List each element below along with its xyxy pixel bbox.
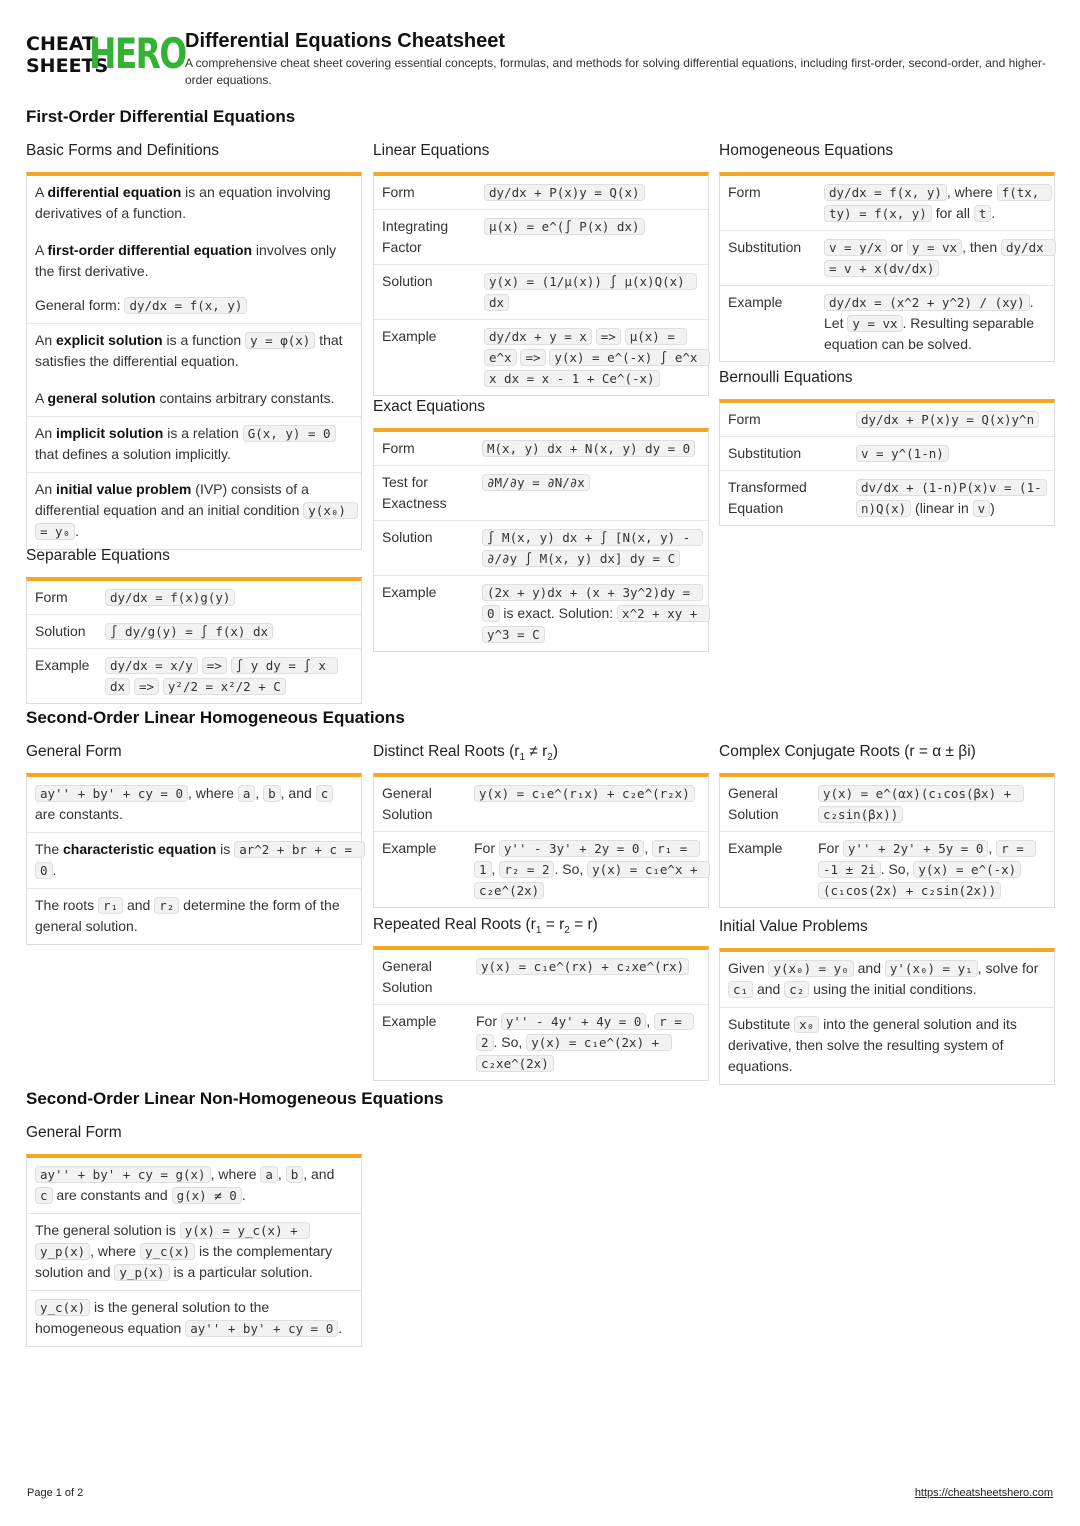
distinct-roots-card xyxy=(373,773,709,908)
list-item: The general solution is y(x) = y_c(x) + y_p(x) , where y_c(x) is the complementary solution and y_p(x) is a particular solution. xyxy=(27,1214,361,1291)
bernoulli-card xyxy=(719,399,1055,526)
separable-card xyxy=(26,577,362,704)
table-row: Example dy/dx = (x^2 + y^2) / (xy) . Let y = vx . Resulting separable equation can be solved. xyxy=(728,294,1035,352)
page-title: Differential Equations Cheatsheet xyxy=(185,30,506,52)
nonhom-general-form-heading: General Form xyxy=(26,1124,122,1141)
table-row: Form dy/dx = f(x, y) , where f(tx, ty) = f(x, y) for all t . xyxy=(720,176,1054,231)
linear-card xyxy=(373,172,709,396)
site-link[interactable]: https://cheatsheetshero.com xyxy=(914,1487,1053,1499)
list-item: The characteristic equation is ar^2 + br + c = 0 . xyxy=(27,833,361,889)
logo-cheat: CHEAT xyxy=(26,33,96,55)
general-form-heading: General Form xyxy=(26,743,122,760)
table-row: General Solution y(x) = e^(αx)(c₁cos(βx) + c₂sin(βx)) xyxy=(720,777,1054,832)
list-item: Given y(x₀) = y₀ and y'(x₀) = y₁ , solve for c₁ and c₂ using the initial conditions. xyxy=(720,952,1054,1008)
basic-forms-heading: Basic Forms and Definitions xyxy=(26,142,219,159)
exact-heading: Exact Equations xyxy=(373,398,486,415)
exact-card xyxy=(373,428,709,652)
repeated-roots-card xyxy=(373,946,709,1081)
list-item: An initial value problem (IVP) consists of a differential equation and an initial condition y(x₀) = y₀ . xyxy=(27,473,361,549)
section-first-order: First-Order Differential Equations xyxy=(26,107,296,126)
bernoulli-heading: Bernoulli Equations xyxy=(719,369,853,386)
list-item: An explicit solution is a function y = φ(x) that satisfies the differential equation. A general solution contains arbitrary constants. xyxy=(27,324,361,417)
page-header xyxy=(26,30,1056,90)
table-row: Integrating Factor μ(x) = e^(∫ P(x) dx) xyxy=(374,210,708,265)
linear-heading: Linear Equations xyxy=(373,142,490,159)
homogeneous-card xyxy=(719,172,1055,362)
logo-hero: HERO xyxy=(89,29,186,78)
page-number: Page 1 of 2 xyxy=(27,1487,84,1499)
logo-sheets: SHEETS xyxy=(26,55,109,77)
list-item: y_c(x) is the general solution to the homogeneous equation ay'' + by' + cy = 0 . xyxy=(35,1299,343,1336)
table-row: Example For y'' - 4y' + 4y = 0 , r = 2 . So, y(x) = c₁e^(2x) + c₂xe^(2x) xyxy=(374,1005,708,1080)
complex-roots-card xyxy=(719,773,1055,908)
table-row: Example dy/dx = x/y => ∫ y dy = ∫ x dx => y²/2 = x²/2 + C xyxy=(27,649,361,703)
page-description: A comprehensive cheat sheet covering essential concepts, formulas, and methods for solving differential equations, including first-order, second-order, and higher-order equations. xyxy=(185,56,1046,87)
table-row: Form M(x, y) dx + N(x, y) dy = 0 xyxy=(374,432,708,466)
complex-roots-heading: Complex Conjugate Roots (r = α ± βi) xyxy=(719,743,976,760)
general-form-card xyxy=(26,773,362,945)
list-item: ay'' + by' + cy = 0 , where a , b , and c are constants. xyxy=(27,777,361,833)
basic-forms-card xyxy=(26,172,362,550)
list-item: An implicit solution is a relation G(x, y) = 0 that defines a solution implicitly. xyxy=(27,417,361,473)
table-row: Form dy/dx = f(x)g(y) xyxy=(27,581,361,615)
table-row: General Solution y(x) = c₁e^(r₁x) + c₂e^(r₂x) xyxy=(374,777,708,832)
table-row: Example For y'' + 2y' + 5y = 0 , r = -1 ± 2i . So, y(x) = e^(-x)(c₁cos(2x) + c₂sin(2x)) xyxy=(720,832,1054,907)
list-item: A differential equation is an equation involving derivatives of a function. A first-order differential equation involves only the first derivative. General form: dy/dx = f(x, y) xyxy=(27,176,361,324)
ivp-heading: Initial Value Problems xyxy=(719,918,868,935)
section-second-order-nonhomogeneous: Second-Order Linear Non-Homogeneous Equations xyxy=(26,1089,444,1108)
table-row: Transformed Equation dv/dx + (1-n)P(x)v = (1-n)Q(x) (linear in v ) xyxy=(720,471,1054,525)
table-row: Form dy/dx + P(x)y = Q(x)y^n xyxy=(720,403,1054,437)
table-row: Substitution v = y^(1-n) xyxy=(720,437,1054,471)
homogeneous-heading: Homogeneous Equations xyxy=(719,142,894,159)
nonhom-general-form-card xyxy=(26,1154,362,1347)
cheatsheetshero-logo[interactable] xyxy=(26,29,186,78)
list-item: Substitute x₀ into the general solution and its derivative, then solve the resulting system of equations. xyxy=(728,1016,1017,1074)
table-row: Example (2x + y)dx + (x + 3y^2)dy = 0 is exact. Solution: x^2 + xy + y^3 = C xyxy=(374,576,708,651)
table-row: Form dy/dx + P(x)y = Q(x) xyxy=(374,176,708,210)
repeated-roots-heading: Repeated Real Roots $(r_1 = r_2 = r)$ xyxy=(373,916,598,937)
table-row: Substitution v = y/x or y = vx , then dy/dx = v + x(dv/dx) xyxy=(720,231,1054,286)
distinct-roots-heading: Distinct Real Roots $(r_1 \ne r_2)$ xyxy=(373,743,559,764)
table-row: Example For y'' - 3y' + 2y = 0 , r₁ = 1 , r₂ = 2 . So, y(x) = c₁e^x + c₂e^(2x) xyxy=(374,832,708,907)
section-second-order-homogeneous: Second-Order Linear Homogeneous Equations xyxy=(26,708,405,727)
table-row: Example dy/dx + y = x => μ(x) = e^x => y(x) = e^(-x) ∫ e^x x dx = x - 1 + Ce^(-x) xyxy=(374,320,708,395)
list-item: The roots r₁ and r₂ determine the form of the general solution. xyxy=(35,897,340,934)
table-row: Solution ∫ M(x, y) dx + ∫ [N(x, y) - ∂/∂y ∫ M(x, y) dx] dy = C xyxy=(374,521,708,576)
table-row: General Solution y(x) = c₁e^(rx) + c₂xe^(rx) xyxy=(374,950,708,1005)
separable-heading: Separable Equations xyxy=(26,547,170,564)
table-row: Solution y(x) = (1/μ(x)) ∫ μ(x)Q(x) dx xyxy=(374,265,708,320)
table-row: Solution ∫ dy/g(y) = ∫ f(x) dx xyxy=(27,615,361,649)
table-row: Test for Exactness ∂M/∂y = ∂N/∂x xyxy=(374,466,708,521)
ivp-card xyxy=(719,948,1055,1085)
list-item: ay'' + by' + cy = g(x) , where a , b , and c are constants and g(x) ≠ 0 . xyxy=(27,1158,361,1214)
